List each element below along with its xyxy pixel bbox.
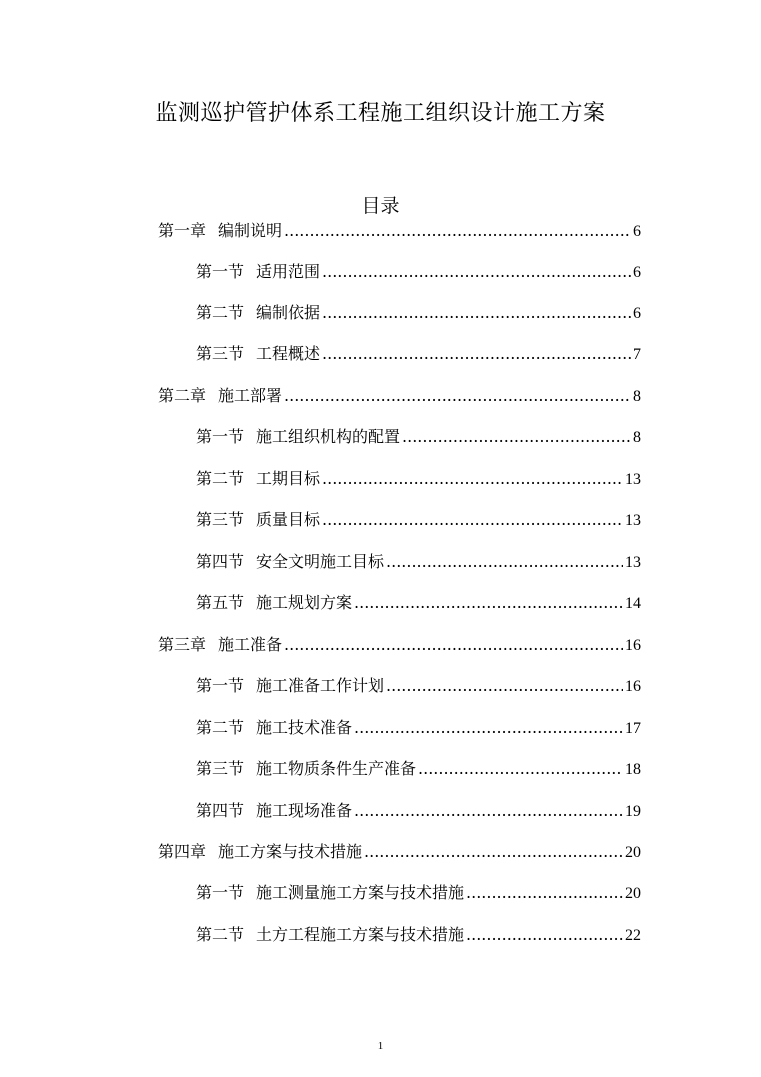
toc-leader-dots [386, 675, 623, 697]
toc-entry-section[interactable] [196, 592, 641, 615]
toc-entry-number: 第三节 [196, 510, 245, 529]
toc-leader-dots [284, 634, 623, 656]
toc-entry-chapter-3[interactable] [158, 634, 641, 657]
toc-leader-dots [284, 220, 631, 242]
toc-entry-chapter-2[interactable] [158, 385, 641, 408]
toc-entry-label: 施工物质条件生产准备 [256, 759, 417, 778]
toc-entry-label: 土方工程施工方案与技术措施 [256, 925, 465, 944]
toc-entry-label: 安全文明施工目标 [256, 552, 385, 571]
toc-entry-number: 第一节 [196, 676, 245, 695]
toc-leader-dots [322, 509, 623, 531]
toc-entry-number: 第一节 [196, 427, 245, 446]
toc-entry-number: 第四章 [158, 842, 207, 861]
toc-entry-chapter-4[interactable] [158, 841, 641, 864]
toc-entry-number: 第三章 [158, 635, 207, 654]
toc-entry-label: 施工组织机构的配置 [256, 427, 401, 446]
toc-entry-page: 6 [633, 264, 641, 281]
toc-leader-dots [386, 551, 623, 573]
toc-entry-number: 第四节 [196, 801, 245, 820]
toc-leader-dots [402, 426, 631, 448]
toc-entry-page: 18 [625, 761, 641, 778]
toc-entry-page: 8 [633, 429, 641, 446]
toc-entry-page: 13 [625, 512, 641, 529]
toc-entry-page: 7 [633, 346, 641, 363]
toc-entry-section[interactable] [196, 717, 641, 740]
toc-entry-number: 第五节 [196, 593, 245, 612]
toc-leader-dots [466, 882, 623, 904]
toc-entry-number: 第二节 [196, 469, 245, 488]
toc-entry-chapter-1[interactable] [158, 220, 641, 243]
document-title: 监测巡护管护体系工程施工组织设计施工方案 [155, 101, 606, 126]
toc-entry-section[interactable] [196, 426, 641, 449]
toc-entry-page: 13 [625, 554, 641, 571]
toc-entry-section[interactable] [196, 882, 641, 905]
toc-entry-label: 工期目标 [256, 469, 321, 488]
toc-entry-section[interactable] [196, 758, 641, 781]
toc-leader-dots [322, 261, 631, 283]
toc-leader-dots [322, 302, 631, 324]
toc-entry-label: 施工技术准备 [256, 718, 353, 737]
toc-entry-page: 13 [625, 471, 641, 488]
toc-entry-page: 6 [633, 223, 641, 240]
toc-entry-section[interactable] [196, 261, 641, 284]
toc-entry-label: 适用范围 [256, 262, 321, 281]
toc-entry-section[interactable] [196, 468, 641, 491]
toc-leader-dots [466, 924, 623, 946]
toc-entry-section[interactable] [196, 675, 641, 698]
toc-entry-page: 20 [625, 844, 641, 861]
toc-leader-dots [322, 468, 623, 490]
toc-entry-number: 第三节 [196, 759, 245, 778]
toc-entry-section[interactable] [196, 302, 641, 325]
toc-entry-label: 施工规划方案 [256, 593, 353, 612]
toc-entry-page: 8 [633, 388, 641, 405]
toc-leader-dots [322, 343, 631, 365]
toc-entry-page: 22 [625, 927, 641, 944]
toc-entry-page: 6 [633, 305, 641, 322]
toc-entry-label: 施工部署 [218, 386, 283, 405]
toc-entry-page: 20 [625, 885, 641, 902]
toc-entry-label: 工程概述 [256, 344, 321, 363]
toc-entry-number: 第一章 [158, 221, 207, 240]
toc-leader-dots [364, 841, 623, 863]
toc-entry-label: 施工准备 [218, 635, 283, 654]
toc-entry-page: 17 [625, 720, 641, 737]
toc-entry-page: 14 [625, 595, 641, 612]
toc-entry-label: 编制依据 [256, 303, 321, 322]
toc-leader-dots [354, 800, 623, 822]
toc-entry-label: 质量目标 [256, 510, 321, 529]
page-number: 1 [377, 1040, 384, 1052]
toc-entry-label: 编制说明 [218, 221, 283, 240]
toc-entry-label: 施工测量施工方案与技术措施 [256, 883, 465, 902]
toc-entry-label: 施工现场准备 [256, 801, 353, 820]
toc-leader-dots [418, 758, 623, 780]
toc-entry-number: 第二章 [158, 386, 207, 405]
toc-entry-section[interactable] [196, 343, 641, 366]
toc-entry-label: 施工准备工作计划 [256, 676, 385, 695]
toc-entry-section[interactable] [196, 551, 641, 574]
toc-leader-dots [354, 592, 623, 614]
toc-entry-number: 第一节 [196, 883, 245, 902]
toc-entry-number: 第二节 [196, 925, 245, 944]
toc-heading: 目录 [361, 195, 400, 217]
toc-entry-number: 第三节 [196, 344, 245, 363]
toc-entry-section[interactable] [196, 800, 641, 823]
toc-entry-page: 19 [625, 803, 641, 820]
toc-entry-section[interactable] [196, 924, 641, 947]
toc-entry-page: 16 [625, 637, 641, 654]
toc-leader-dots [284, 385, 631, 407]
toc-entry-number: 第二节 [196, 303, 245, 322]
toc-entry-number: 第二节 [196, 718, 245, 737]
toc-entry-section[interactable] [196, 509, 641, 532]
toc-leader-dots [354, 717, 623, 739]
toc-entry-page: 16 [625, 678, 641, 695]
toc-entry-label: 施工方案与技术措施 [218, 842, 363, 861]
toc-entry-number: 第四节 [196, 552, 245, 571]
toc-entry-number: 第一节 [196, 262, 245, 281]
